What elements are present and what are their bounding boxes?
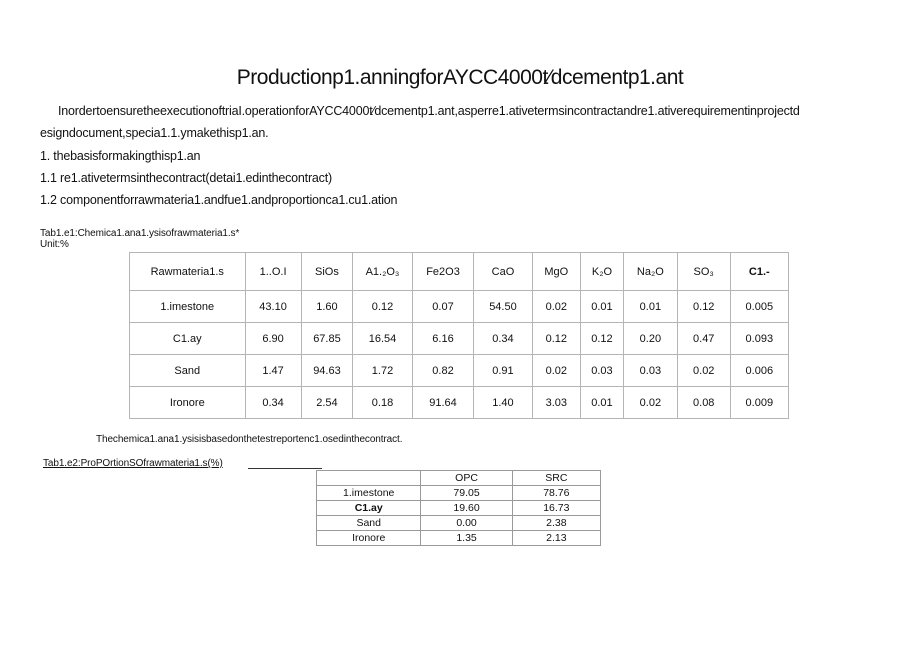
header-cell: Rawmateria1.s [130, 253, 246, 291]
table-cell: 0.03 [581, 355, 624, 387]
table-cell: 91.64 [412, 387, 474, 419]
table-cell: 0.02 [532, 355, 580, 387]
table-cell: 0.093 [730, 323, 788, 355]
document-title: Productionp1.anningforAYCC4000t⁄dcementp1.ant [236, 66, 684, 89]
table-row [317, 486, 601, 501]
table-cell: 0.00 [421, 516, 512, 531]
table-cell: Ironore [130, 387, 246, 419]
chemical-analysis-table [129, 252, 789, 419]
header-cell: 1..O.I [245, 253, 301, 291]
table-cell: 16.54 [353, 323, 412, 355]
table-row [317, 531, 601, 546]
table-row [317, 501, 601, 516]
table-cell: 1.imestone [317, 486, 421, 501]
table-cell: 19.60 [421, 501, 512, 516]
table-cell: 0.01 [581, 291, 624, 323]
section-heading-1-1: 1.1 re1.ativetermsinthecontract(detai1.edinthecontract) [40, 171, 332, 185]
table-cell: 43.10 [245, 291, 301, 323]
table-cell: 54.50 [474, 291, 532, 323]
table-cell: C1.ay [317, 501, 421, 516]
table1-note: Thechemica1.ana1.ysisisbasedonthetestreportenc1.osedinthecontract. [96, 434, 403, 445]
table-cell: 0.47 [677, 323, 730, 355]
table-cell: 0.12 [581, 323, 624, 355]
table-cell: 0.02 [623, 387, 677, 419]
header-cell: MgO [532, 253, 580, 291]
header-cell: SRC [512, 471, 600, 486]
table-cell: 0.009 [730, 387, 788, 419]
table-cell: 0.08 [677, 387, 730, 419]
table-cell: 0.006 [730, 355, 788, 387]
table2-caption: Tab1.e2:ProPOrtionSOfrawmateria1.s(%) [43, 458, 223, 469]
table-cell: 2.38 [512, 516, 600, 531]
header-cell: K₂O [581, 253, 624, 291]
table-row [130, 355, 789, 387]
section-heading-1-2: 1.2 componentforrawmateria1.andfue1.andproportionca1.cu1.ation [40, 193, 398, 207]
table-cell: 1.40 [474, 387, 532, 419]
intro-paragraph-line-1: InordertoensuretheexecutionoftriaI.operationforAYCC4000t⁄dcementp1.ant,asperre1.ativetermsincontractandre1.ativerequirementinprojectd [58, 104, 800, 118]
section-heading-1: 1. thebasisformakingthisp1.an [40, 149, 201, 163]
table-cell: Sand [130, 355, 246, 387]
caption-underline [248, 468, 322, 469]
table-cell: 0.12 [532, 323, 580, 355]
header-cell: C1.- [730, 253, 788, 291]
table-cell: 1.47 [245, 355, 301, 387]
table-cell: 0.03 [623, 355, 677, 387]
table-cell: 0.12 [677, 291, 730, 323]
table-row [317, 516, 601, 531]
table-cell: 0.12 [353, 291, 412, 323]
table-cell: 0.18 [353, 387, 412, 419]
table-cell: C1.ay [130, 323, 246, 355]
table1-unit: Unit:% [40, 239, 69, 250]
header-cell: Na₂O [623, 253, 677, 291]
table-cell: 0.02 [532, 291, 580, 323]
table1-caption: Tab1.e1:Chemica1.ana1.ysisofrawmateria1.s* [40, 228, 240, 239]
table-cell: 0.01 [581, 387, 624, 419]
table-header-row [317, 471, 601, 486]
table-cell: Ironore [317, 531, 421, 546]
intro-paragraph-line-2: esigndocument,specia1.1.ymakethisp1.an. [40, 126, 269, 140]
table-row [130, 323, 789, 355]
table-cell: 0.02 [677, 355, 730, 387]
table-cell: 3.03 [532, 387, 580, 419]
table-row [130, 387, 789, 419]
header-cell: CaO [474, 253, 532, 291]
table-cell: 0.07 [412, 291, 474, 323]
table-cell: 0.20 [623, 323, 677, 355]
table-row [130, 291, 789, 323]
table-cell: 1.72 [353, 355, 412, 387]
table-cell: 0.01 [623, 291, 677, 323]
table-cell: 16.73 [512, 501, 600, 516]
header-cell: OPC [421, 471, 512, 486]
table-cell: 0.82 [412, 355, 474, 387]
table-cell: 1.35 [421, 531, 512, 546]
table-cell: 2.54 [301, 387, 353, 419]
header-cell [317, 471, 421, 486]
table-cell: 0.91 [474, 355, 532, 387]
table-cell: 2.13 [512, 531, 600, 546]
table-cell: 67.85 [301, 323, 353, 355]
table-cell: 1.60 [301, 291, 353, 323]
table-cell: 1.imestone [130, 291, 246, 323]
table-cell: Sand [317, 516, 421, 531]
table-cell: 79.05 [421, 486, 512, 501]
table-header-row [130, 253, 789, 291]
header-cell: SiOs [301, 253, 353, 291]
table-cell: 0.34 [474, 323, 532, 355]
header-cell: SO₃ [677, 253, 730, 291]
header-cell: A1.₂O₃ [353, 253, 412, 291]
header-cell: Fe2O3 [412, 253, 474, 291]
table-cell: 94.63 [301, 355, 353, 387]
table-cell: 78.76 [512, 486, 600, 501]
table-cell: 6.90 [245, 323, 301, 355]
table-cell: 0.34 [245, 387, 301, 419]
table-cell: 0.005 [730, 291, 788, 323]
table-cell: 6.16 [412, 323, 474, 355]
raw-material-proportions-table [316, 470, 601, 546]
